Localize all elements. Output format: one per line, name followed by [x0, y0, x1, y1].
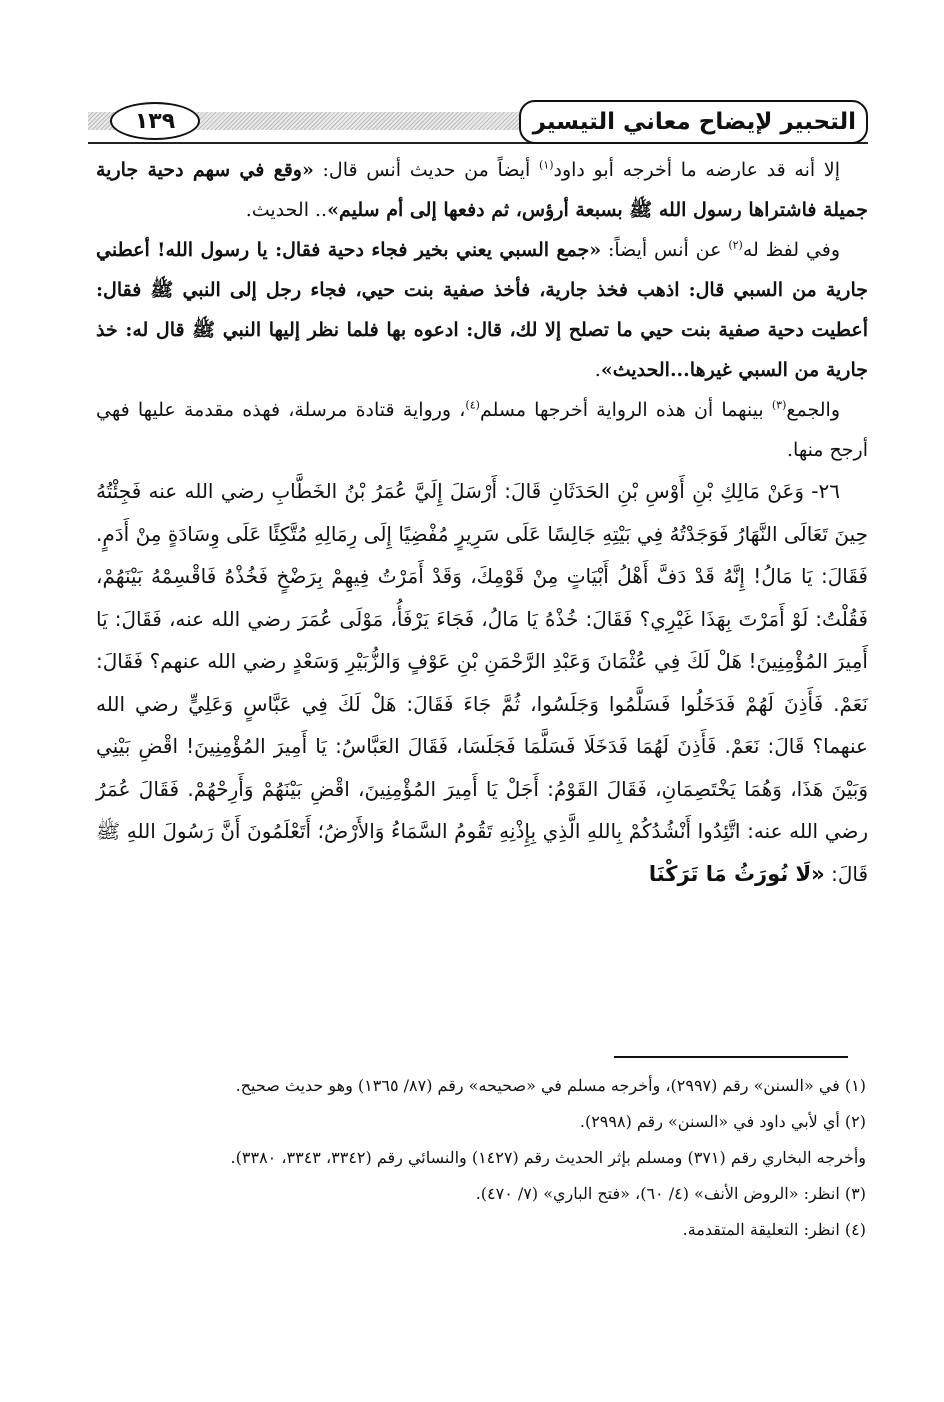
paragraph: والجمع$^{(٣)}$ بينهما أن هذه الرواية أخرجها مسلم$^{(٤)}$، ورواية قتادة مرسلة، فهذه مقدمة عليها فهي أرجح منها. [96, 398, 868, 461]
book-title: التحبير لإيضاح معاني التيسير [519, 100, 868, 144]
footnote-ref: (٣) [771, 398, 787, 412]
page-number: ١٣٩ [110, 102, 200, 140]
footnote-ref: (١) [538, 158, 554, 172]
running-header [88, 100, 868, 144]
main-text [96, 150, 868, 895]
quoted-hadith: «وقع في سهم دحية جارية جميلة فاشتراها رسول الله ﷺ بسبعة أرؤس، ثم دفعها إلى أم سليم» [96, 159, 868, 221]
footnote: (٣) انظر: «الروض الأنف» (٤/ ٦٠)، «فتح الباري» (٧/ ٤٧٠). [475, 1184, 866, 1203]
footnote-ref: (٤) [465, 398, 480, 412]
footnote-ref: (٢) [728, 238, 743, 252]
quoted-hadith: «جمع السبي يعني بخير فجاء دحية فقال: يا رسول الله! أعطني جارية من السبي قال: اذهب فخذ جارية، فأخذ صفية بنت حيي، فجاء رجل إلى النبي ﷺ فقال: أعطيت دحية صفية بنت حيي ما تصلح إلا لك، قال: ادعوه بها فلما نظر إليها النبي ﷺ قال له: خذ جارية من السبي غيرها...الحديث» [96, 239, 868, 381]
footnote-divider [614, 1056, 848, 1058]
footnotes [96, 1068, 866, 1248]
prophetic-quote: «لَا نُورَثُ مَا تَرَكْنَا [648, 861, 825, 886]
paragraph: وفي لفظ له$^{(٢)}$ عن أنس أيضاً: «جمع السبي يعني بخير فجاء دحية فقال: يا رسول الله! أعطني جارية من السبي قال: اذهب فخذ جارية، فأخذ صفية بنت حيي، فجاء رجل إلى النبي ﷺ فقال: أعطيت دحية صفية بنت حيي ما تصلح إلا لك، قال: ادعوه بها فلما نظر إليها النبي ﷺ قال له: خذ جارية من السبي غيرها...الحديث». [96, 238, 868, 381]
footnote: وأخرجه البخاري رقم (٣٧١) ومسلم بإثر الحديث رقم (١٤٢٧) والنسائي رقم (٣٣٤٢، ٣٣٤٣، ٣٣٨٠). [230, 1148, 866, 1167]
hadith-text: ٢٦- وَعَنْ مَالِكِ بْنِ أَوْسِ بْنِ الحَدَثَانِ قَالَ: أَرْسَلَ إِلَيَّ عُمَرُ بْنُ الخَطَّابِ رضي الله عنه فَجِئْتُهُ حِينَ تَعَالَى النَّهَارُ فَوَجَدْتُهُ فِي بَيْتِهِ جَالِسًا عَلَى سَرِيرٍ مُفْضِيًا إِلَى رِمَالِهِ مُتَّكِئًا عَلَى وِسَادَةٍ مِنْ أَدَمٍ. فَقَالَ: يَا مَالُ! إِنَّهُ قَدْ دَفَّ أَهْلُ أَبْيَاتٍ مِنْ قَوْمِكَ، وَقَدْ أَمَرْتُ فِيهِمْ بِرَضْخٍ فَخُذْهُ فَاقْسِمْهُ بَيْنَهُمْ، فَقُلْتُ: لَوْ أَمَرْتَ بِهَذَا غَيْرِي؟ فَقَالَ: خُذْهُ يَا مَالُ، فَجَاءَ يَرْفَأُ، مَوْلَى عُمَرَ رضي الله عنه، فَقَالَ: يَا أَمِيرَ المُؤْمِنِينَ! هَلْ لَكَ فِي عُثْمَانَ وَعَبْدِ الرَّحْمَنِ بْنِ عَوْفٍ وَالزُّبَيْرِ وَسَعْدٍ رضي الله عنهم؟ فَقَالَ: نَعَمْ. فَأَذِنَ لَهُمْ فَدَخَلُوا فَسَلَّمُوا وَجَلَسُوا، ثُمَّ جَاءَ فَقَالَ: هَلْ لَكَ فِي عَبَّاسٍ وَعَلِيٍّ رضي الله عنهما؟ قَالَ: نَعَمْ. فَأَذِنَ لَهُمَا فَدَخَلَا فَسَلَّمَا فَجَلَسَا، فَقَالَ العَبَّاسُ: يَا أَمِيرَ المُؤْمِنِينَ! اقْضِ بَيْنِي وَبَيْنَ هَذَا، وَهُمَا يَخْتَصِمَانِ، فَقَالَ القَوْمُ: أَجَلْ يَا أَمِيرَ المُؤْمِنِينَ، اقْضِ بَيْنَهُمْ وَأَرِحْهُمْ. فَقَالَ عُمَرُ رضي الله عنه: اتَّئِدُوا أَنْشُدُكُمْ بِاللهِ الَّذِي بِإِذْنِهِ تَقُومُ السَّمَاءُ وَالأَرْضُ؛ أَتَعْلَمُونَ أَنَّ رَسُولَ اللهِ ﷺ قَالَ: «لَا نُورَثُ مَا تَرَكْنَا [96, 479, 868, 886]
footnote: (٢) أي لأبي داود في «السنن» رقم (٢٩٩٨). [579, 1112, 866, 1131]
footnote: (١) في «السنن» رقم (٢٩٩٧)، وأخرجه مسلم في «صحيحه» رقم (٨٧/ ١٣٦٥) وهو حديث صحيح. [235, 1076, 866, 1095]
footnote: (٤) انظر: التعليقة المتقدمة. [682, 1220, 866, 1239]
paragraph: إلا أنه قد عارضه ما أخرجه أبو داود$^{(١)}$ أيضاً من حديث أنس قال: «وقع في سهم دحية جارية جميلة فاشتراها رسول الله ﷺ بسبعة أرؤس، ثم دفعها إلى أم سليم».. الحديث. [96, 158, 868, 221]
